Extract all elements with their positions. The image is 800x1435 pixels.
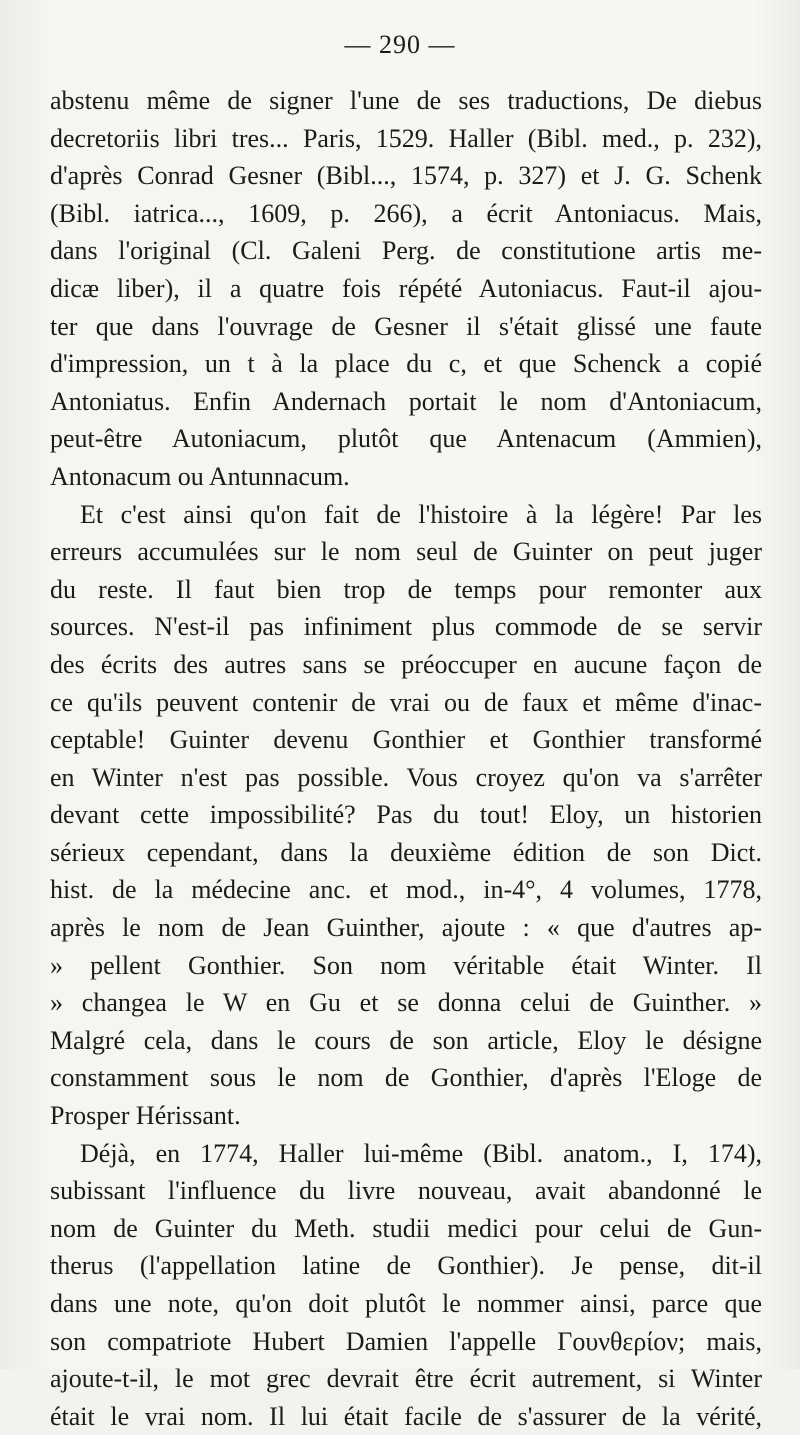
text-line: des écrits des autres sans se préoccuper en aucune façon de	[50, 649, 762, 679]
text-line: constamment sous le nom de Gonthier, d'après l'Eloge de	[50, 1063, 762, 1093]
text-line: était le vrai nom. Il lui était facile de s'assurer de la vérité,	[50, 1401, 762, 1431]
text-line: peut-être Autoniacum, plutôt que Antenacum (Ammien),	[50, 424, 762, 454]
text-line: dans l'original (Cl. Galeni Perg. de constitutione artis me-	[50, 236, 762, 266]
text-line: nom de Guinter du Meth. studii medici pour celui de Gun-	[50, 1213, 762, 1243]
text-line: après le nom de Jean Guinther, ajoute : « que d'autres ap-	[50, 913, 762, 943]
text-line: Antonacum ou Antunnacum.	[50, 461, 350, 491]
text-line: d'impression, un t à la place du c, et que Schenck a copié	[50, 349, 762, 379]
text-line: » changea le W en Gu et se donna celui de Guinther. »	[50, 988, 762, 1018]
text-line: devant cette impossibilité? Pas du tout! Eloy, un historien	[50, 800, 762, 830]
text-line: erreurs accumulées sur le nom seul de Guinter on peut juger	[50, 537, 762, 567]
paragraph-start-line: Déjà, en 1774, Haller lui-même (Bibl. anatom., I, 174),	[80, 1138, 762, 1168]
text-line: ce qu'ils peuvent contenir de vrai ou de faux et même d'inac-	[50, 687, 762, 717]
text-line: dicæ liber), il a quatre fois répété Autoniacus. Faut-il ajou-	[50, 273, 762, 303]
text-line: Antoniatus. Enfin Andernach portait le nom d'Antoniacum,	[50, 386, 762, 416]
text-line: son compatriote Hubert Damien l'appelle Γουνθερίον; mais,	[50, 1326, 762, 1356]
text-line: sérieux cependant, dans la deuxième édition de son Dict.	[50, 837, 762, 867]
body-text	[50, 82, 762, 1435]
text-line: dans une note, qu'on doit plutôt le nommer ainsi, parce que	[50, 1289, 762, 1318]
text-line: » pellent Gonthier. Son nom véritable était Winter. Il	[50, 950, 762, 980]
text-line: ter que dans l'ouvrage de Gesner il s'était glissé une faute	[50, 311, 762, 341]
text-line: subissant l'influence du livre nouveau, avait abandonné le	[50, 1176, 762, 1206]
page-number: — 290 —	[344, 30, 456, 59]
text-line: ceptable! Guinter devenu Gonthier et Gonthier transformé	[50, 725, 762, 755]
text-line: sources. N'est-il pas infiniment plus commode de se servir	[50, 612, 762, 642]
text-line: ajoute-t-il, le mot grec devrait être écrit autrement, si Winter	[50, 1364, 762, 1394]
text-line: therus (l'appellation latine de Gonthier). Je pense, dit-il	[50, 1251, 762, 1281]
text-line: hist. de la médecine anc. et mod., in-4°, 4 volumes, 1778,	[50, 875, 762, 905]
text-line: d'après Conrad Gesner (Bibl..., 1574, p. 327) et J. G. Schenk	[50, 161, 762, 191]
text-line: (Bibl. iatrica..., 1609, p. 266), a écrit Antoniacus. Mais,	[50, 198, 762, 228]
text-line: Prosper Hérissant.	[50, 1101, 241, 1131]
text-line: du reste. Il faut bien trop de temps pour remonter aux	[50, 574, 762, 604]
text-line: en Winter n'est pas possible. Vous croyez qu'on va s'arrêter	[50, 762, 762, 792]
text-line: abstenu même de signer l'une de ses traductions, De diebus	[50, 86, 762, 115]
text-line: decretoriis libri tres... Paris, 1529. Haller (Bibl. med., p. 232),	[50, 123, 762, 153]
text-line: Malgré cela, dans le cours de son article, Eloy le désigne	[50, 1025, 762, 1055]
paragraph-start-line: Et c'est ainsi qu'on fait de l'histoire à la légère! Par les	[80, 499, 762, 529]
